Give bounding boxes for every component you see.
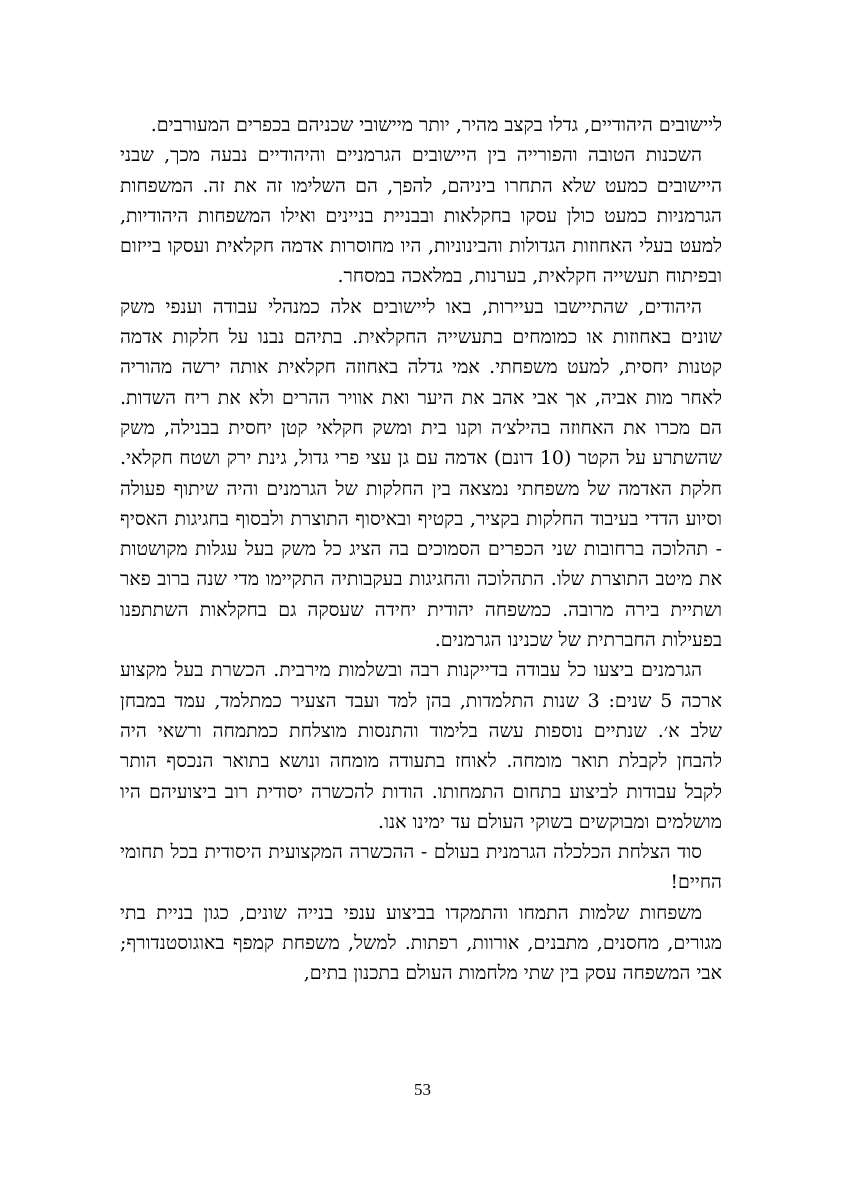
page-number: 53 (414, 1080, 431, 1099)
paragraph-german-training: הגרמנים ביצעו כל עבודה בדייקנות רבה ובשלמות מירבית. הכשרת בעל מקצוע ארכה 5 שנים: 3 שנות התלמדות, בהן למד ועבד הצעיר כמתלמד, עמד במבחן שלב א׳. שנתיים נוספות עשה בלימוד והתנסות מוצלחת כמתמחה ורשאי היה להבחן לקבלת תואר מומחה. לאוחז בתעודה מומחה ונושא בתואר הנכסף הותר לקבל עבודות לביצוע בתחום התמחותו. הודות להכשרה יסודית רוב ביצועיהם היו מושלמים ומבוקשים בשוקי העולם עד ימינו אנו. (120, 659, 723, 833)
page-body (120, 110, 722, 989)
paragraph-jews-in-towns: היהודים, שהתיישבו בעיירות, באו ליישובים אלה כמנהלי עבודה וענפי משק שונים באחוזות או כמומחים בתעשייה החקלאית. בתיהם נבנו על חלקות אדמה קטנות יחסית, למעט משפחתי. אמי גדלה באחוזה חקלאית אותה ירשה מהוריה לאחר מות אביה, אך אבי אהב את היער ואת אוויר ההרים ולא את ריח השדות. הם מכרו את האחוזה בהילצ׳ה וקנו בית ומשק חקלאי קטן יחסית בבנילה, משק שהשתרע על הקטר (10 דונם) אדמה עם גן עצי פרי גדול, גינת ירק ושטח חקלאי. חלקת האדמה של משפחתי נמצאה בין החלקות של הגרמנים והיה שיתוף פעולה וסיוע הדדי בעיבוד החלקות בקציר, בקטיף ובאיסוף התוצרת ולבסוף בחגיגות האסיף - תהלוכה ברחובות שני הכפרים הסמוכים בה הציג כל משק בעל עגלות מקושטות את מיטב התוצרת שלו. התהלוכה והחגיגות בעקבותיה התקיימו מדי שנה ברוב פאר ושתיית בירה מרובה. כמשפחה יהודית יחידה שעסקה גם בחקלאות השתתפנו בפעילות החברתית של שכנינו הגרמנים. (120, 295, 722, 652)
paragraph-good-neighborliness: השכנות הטובה והפורייה בין היישובים הגרמניים והיהודיים נבעה מכך, שבני היישובים כמעט שלא התחרו ביניהם, להפך, הם השלימו זה את זה. המשפחות הגרמניות כמעט כולן עסקו בחקלאות ובבניית בניינים ואילו המשפחות היהודיות, למעט בעלי האחוזות הגדולות והבינוניות, היו מחוסרות אדמה חקלאית ועסקו בייזום ובפיתוח תעשייה חקלאית, בערנות, במלאכה במסחר. (120, 144, 722, 288)
paragraph-success-secret: סוד הצלחת הכלכלה הגרמנית בעולם - ההכשרה המקצועית היסודית בכל תחומי החיים! (120, 841, 722, 894)
paragraph-construction-families: משפחות שלמות התמחו והתמקדו בביצוע ענפי בנייה שונים, כגון בניית בתי מגורים, מחסנים, מתבנים, אורוות, רפתות. למשל, משפחת קמפף באוגוסטנדורף; אבי המשפחה עסק בין שתי מלחמות העולם בתכנון בתים, (120, 901, 722, 985)
paragraph-continuation: ליישובים היהודיים, גדלו בקצב מהיר, יותר מיישובי שכניהם בכפרים המעורבים. (150, 114, 722, 136)
